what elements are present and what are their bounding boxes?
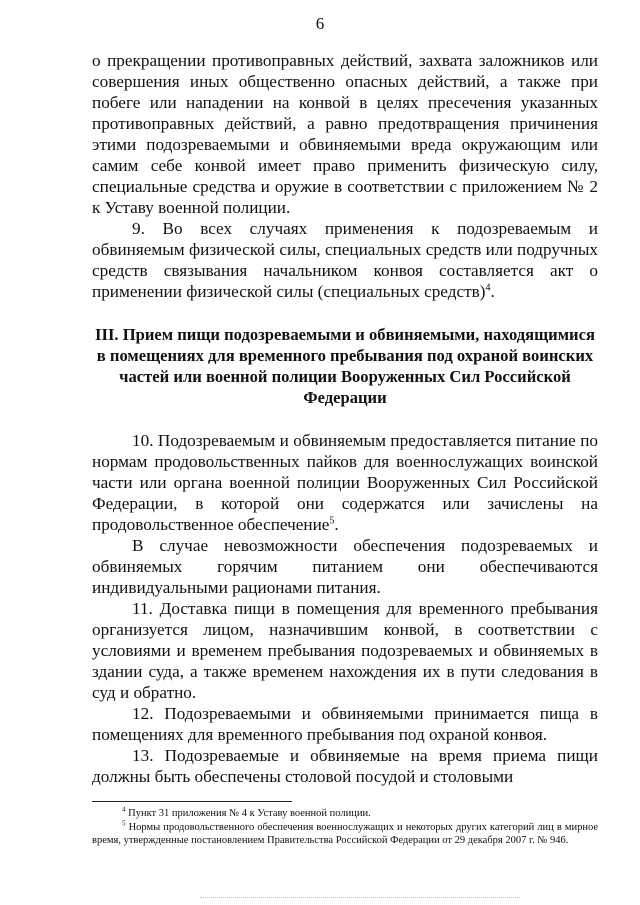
paragraph-item-13: 13. Подозреваемые и обвиняемые на время приема пищи должны быть обеспечены столовой посудой и столовыми xyxy=(92,746,598,786)
footnote-4-text: Пункт 31 приложения № 4 к Уставу военной полиции. xyxy=(128,808,371,819)
paragraph-item-10 xyxy=(92,430,598,535)
paragraph-item-9 xyxy=(92,218,598,302)
scan-artifact-line xyxy=(200,897,520,898)
page-number: 6 xyxy=(315,14,325,33)
item-9-end: . xyxy=(490,282,495,301)
footnote-ref-4: 4 xyxy=(485,282,491,294)
footnote-4 xyxy=(92,807,598,821)
item-10-end: . xyxy=(334,515,339,534)
footnote-ref-5: 5 xyxy=(329,515,335,527)
paragraph-item-11: 11. Доставка пищи в помещения для временного пребывания организуется лицом, назначившим конвой, в соответствии с условиями и временем пребывания подозреваемых и обвиняемых в здании суда, а также временем нахождения их в пути следования в суд и обратно. xyxy=(92,599,598,702)
item-9-text: 9. Во всех случаях применения к подозреваемым и обвиняемым физической силы, специальных средств или подручных средств связывания начальником конвоя составляется акт о применении физической силы (специальных средств) xyxy=(92,219,598,301)
paragraph-item-12: 12. Подозреваемыми и обвиняемыми принимается пища в помещениях для временного пребывания под охраной конвоя. xyxy=(92,704,598,744)
item-10-text: 10. Подозреваемым и обвиняемым предоставляется питание по нормам продовольственных пайков для военнослужащих воинской части или органа военной полиции Вооруженных Сил Российской Федерации, в которой они содержатся или зачислены на продовольственное обеспечение xyxy=(92,431,598,534)
footnote-4-marker: 4 xyxy=(122,805,126,814)
footnote-5-marker: 5 xyxy=(122,819,126,827)
footnote-5 xyxy=(92,821,598,848)
footnote-5-text: Нормы продовольственного обеспечения военнослужащих и некоторых других категорий лиц в мирное время, утвержденные постановлением Правительства Российской Федерации от 29 декабря 2007 г. № 946. xyxy=(92,821,599,846)
section-heading: III. Прием пищи подозреваемыми и обвиняемыми, находящимися в помещениях для временного пребывания под охраной воинских частей или военной полиции Вооруженных Сил Российской Федерации xyxy=(95,325,595,407)
footnotes xyxy=(92,807,598,848)
paragraph-item-10-continuation: В случае невозможности обеспечения подозреваемых и обвиняемых горячим питанием они обеспечиваются индивидуальными рационами питания. xyxy=(92,536,598,597)
paragraph-continuation: о прекращении противоправных действий, захвата заложников или совершения иных общественно опасных действий, а также при побеге или нападении на конвой в целях пресечения указанных противоправных действий, а равно предотвращения причинения этими подозреваемыми и обвиняемыми вреда окружающим или самим себе конвой имеет право применить физическую силу, специальные средства и оружие в соответствии с приложением № 2 к Уставу военной полиции. xyxy=(92,51,598,217)
footnote-separator xyxy=(92,801,292,802)
body-text xyxy=(92,50,598,787)
